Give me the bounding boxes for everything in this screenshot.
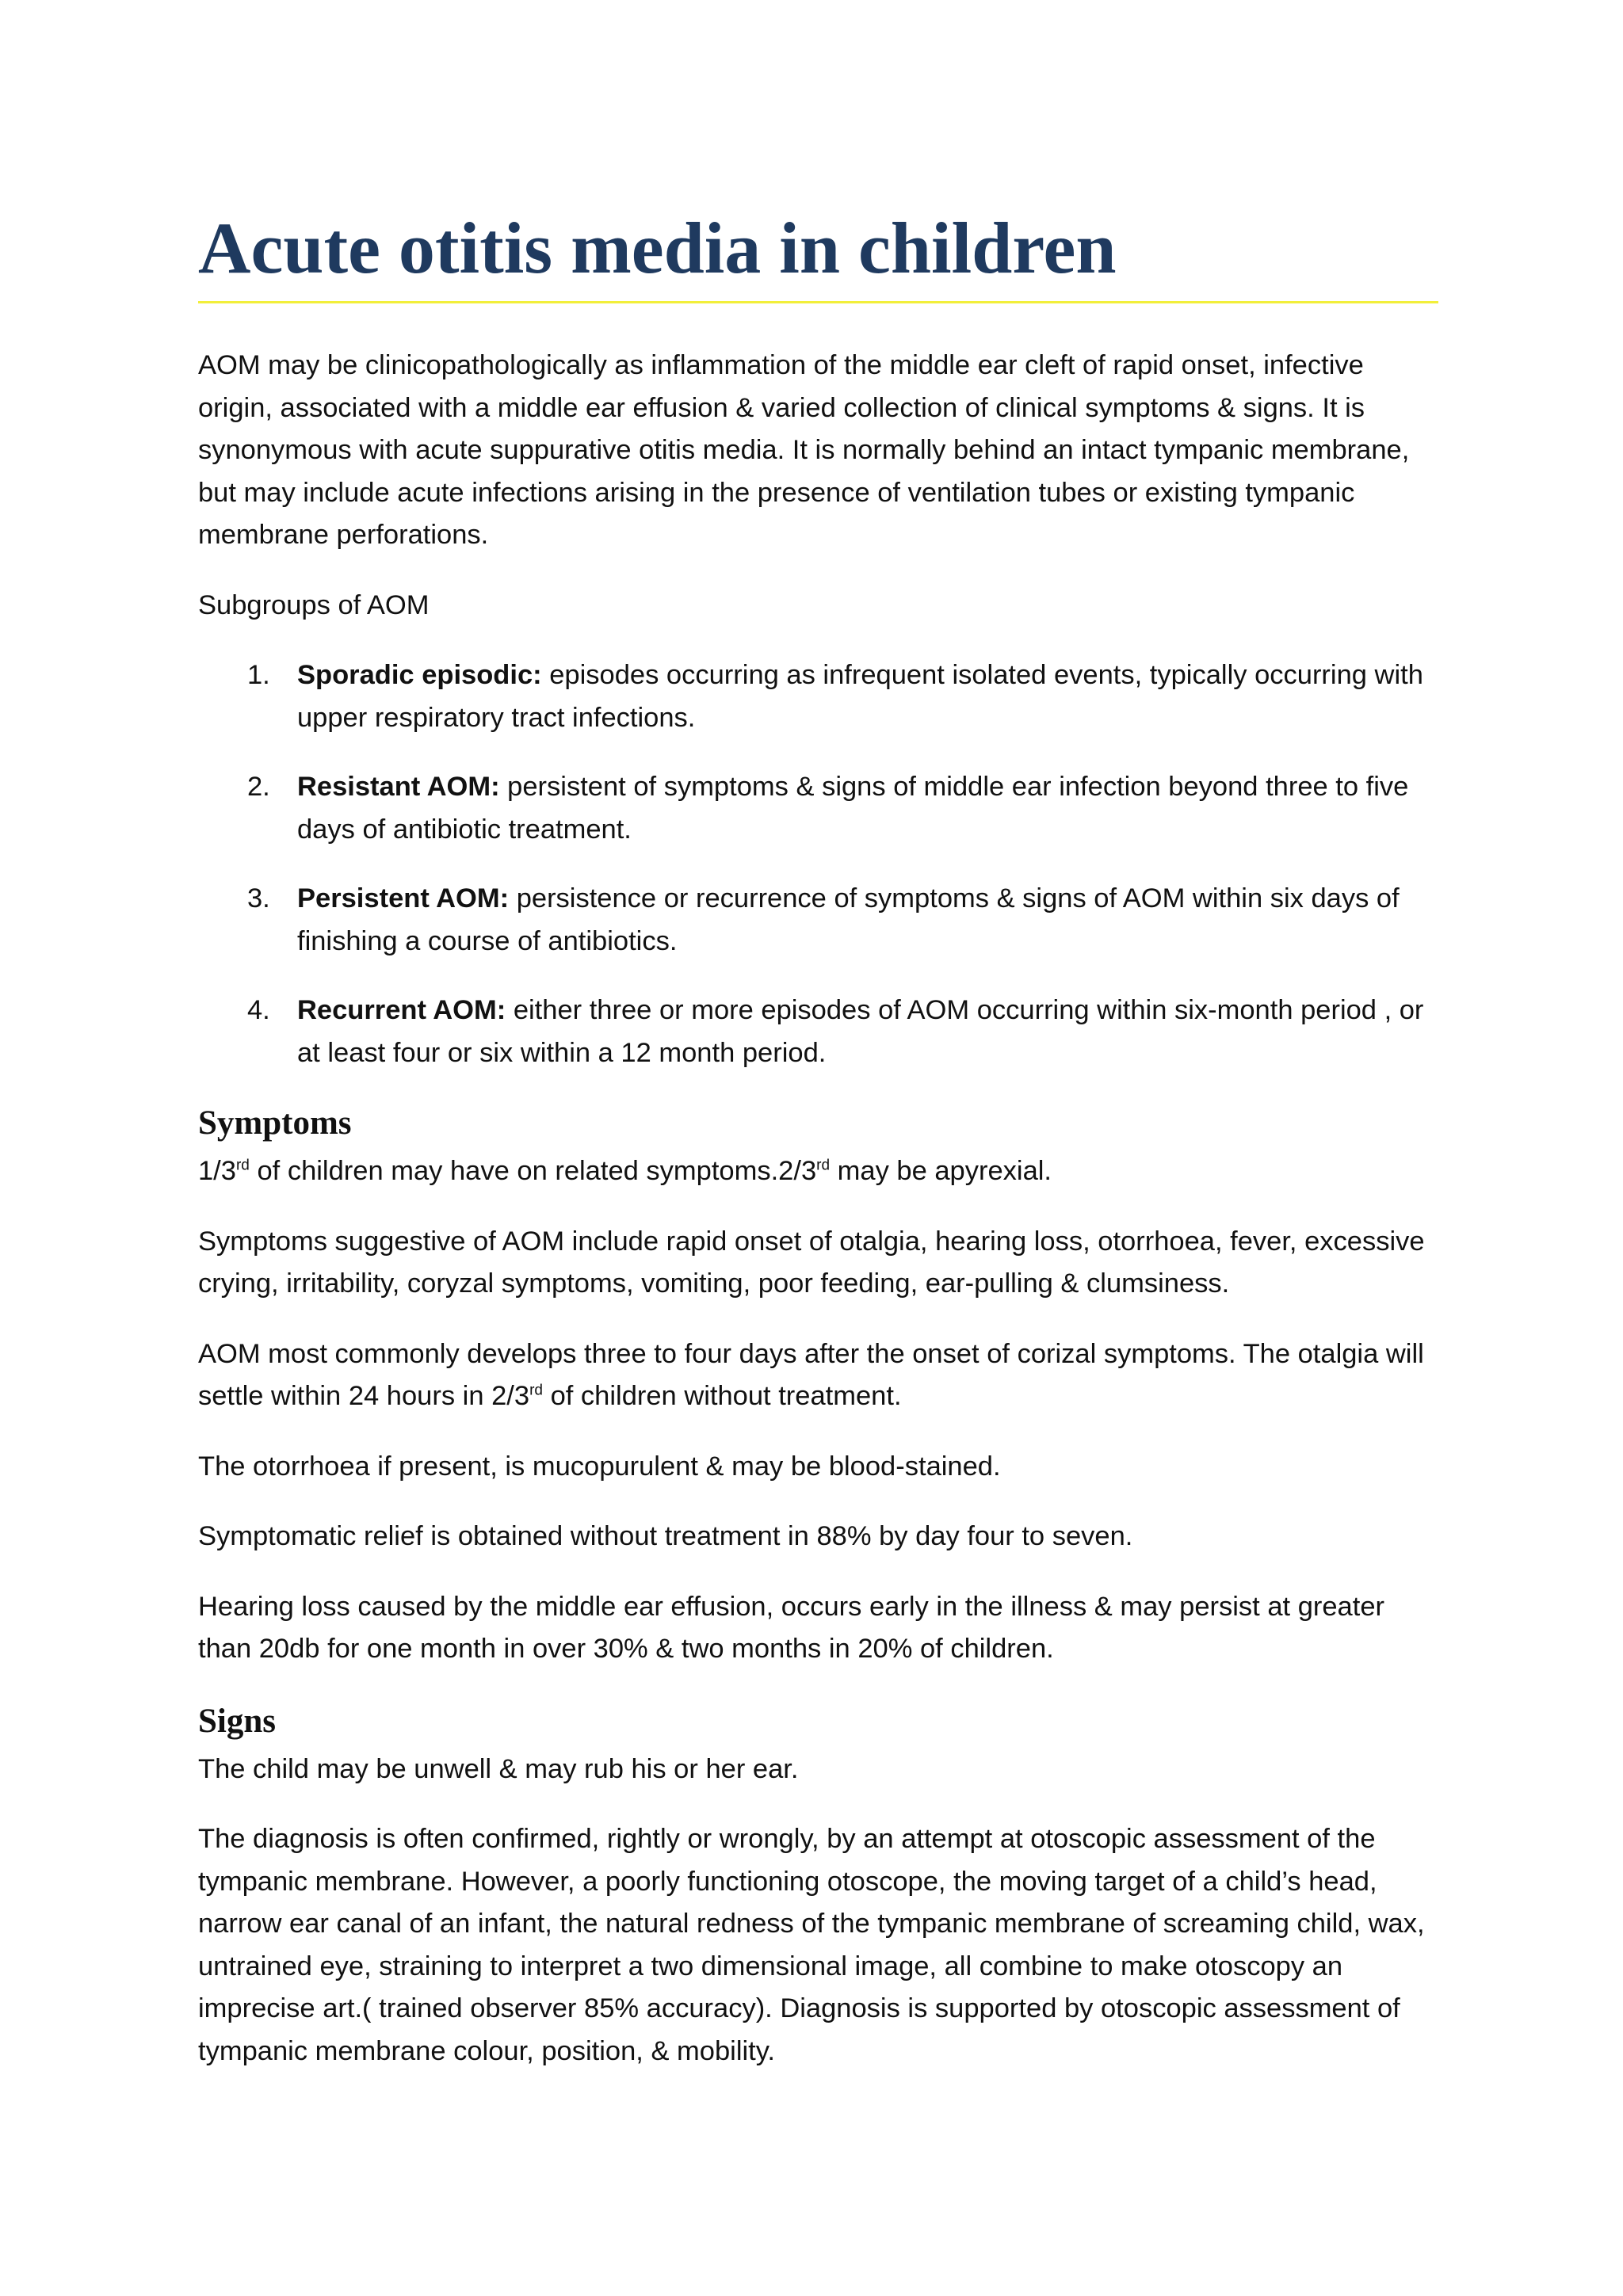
text-run: of children without treatment.: [542, 1381, 902, 1411]
superscript: rd: [235, 1157, 250, 1174]
subgroups-list: [198, 654, 1438, 1074]
subgroup-item: [198, 990, 1438, 1074]
symptoms-paragraph: [198, 1150, 1438, 1193]
signs-heading: Signs: [198, 1702, 277, 1740]
document-page: [198, 182, 1438, 2073]
subgroup-term: Persistent AOM:: [297, 883, 510, 913]
symptoms-paragraph: Symptomatic relief is obtained without treatment in 88% by day four to seven.: [198, 1521, 1133, 1551]
symptoms-paragraph: [198, 1333, 1438, 1418]
signs-paragraph: The diagnosis is often confirmed, rightly or wrongly, by an attempt at otoscopic assessment of the tympanic membrane. However, a poorly functioning otoscope, the moving target of a child’s head, narrow ear canal of an infant, the natural redness of the tympanic membrane of screaming child, wax, untrained eye, straining to interpret a two dimensional image, all combine to make otoscopy an imprecise art.( trained observer 85% accuracy). Diagnosis is supported by otoscopic assessment of tympanic membrane colour, position, & mobility.: [198, 1824, 1425, 2066]
symptoms-paragraph: Hearing loss caused by the middle ear effusion, occurs early in the illness & may persist at greater than 20db for one month in over 30% & two months in 20% of children.: [198, 1591, 1385, 1664]
symptoms-paragraph: The otorrhoea if present, is mucopurulent & may be blood-stained.: [198, 1451, 1001, 1482]
subgroup-text: either three or more episodes of AOM occurring within six-month period , or at least four or six within a 12 month period.: [297, 995, 1424, 1068]
subgroup-item: [198, 654, 1438, 739]
subgroup-term: Resistant AOM:: [297, 772, 500, 802]
document-title: Acute otitis media in children: [198, 204, 1438, 303]
intro-paragraph: AOM may be clinicopathologically as inflammation of the middle ear cleft of rapid onset, infective origin, associated with a middle ear effusion & varied collection of clinical symptoms & signs. It is synonymous with acute suppurative otitis media. It is normally behind an intact tympanic membrane, but may include acute infections arising in the presence of ventilation tubes or existing tympanic membrane perforations.: [198, 350, 1410, 550]
list-number: 1.: [247, 660, 270, 690]
subgroups-label: Subgroups of AOM: [198, 589, 430, 620]
signs-paragraph: The child may be unwell & may rub his or her ear.: [198, 1753, 799, 1784]
symptoms-paragraph: Symptoms suggestive of AOM include rapid onset of otalgia, hearing loss, otorrhoea, fever, excessive crying, irritability, coryzal symptoms, vomiting, poor feeding, ear-pulling & clumsiness.: [198, 1226, 1425, 1299]
superscript: rd: [529, 1382, 543, 1399]
subgroup-term: Sporadic episodic:: [297, 660, 542, 690]
subgroup-text: episodes occurring as infrequent isolated events, typically occurring with upper respiratory tract infections.: [297, 660, 1423, 733]
subgroup-text: persistence or recurrence of symptoms & signs of AOM within six days of finishing a course of antibiotics.: [297, 883, 1400, 956]
list-number: 3.: [247, 883, 270, 913]
superscript: rd: [816, 1157, 831, 1174]
text-run: 1/3: [198, 1156, 236, 1186]
symptoms-heading: Symptoms: [198, 1104, 352, 1142]
subgroup-text: persistent of symptoms & signs of middle ear infection beyond three to five days of antibiotic treatment.: [297, 772, 1409, 845]
text-run: of children may have on related symptoms.2/3: [249, 1156, 817, 1186]
list-number: 2.: [247, 772, 270, 802]
text-run: may be apyrexial.: [830, 1156, 1052, 1186]
subgroup-item: [198, 766, 1438, 851]
list-number: 4.: [247, 995, 270, 1025]
text-run: AOM most commonly develops three to four days after the onset of corizal symptoms. The otalgia will settle within 24 hours in 2/3: [198, 1338, 1424, 1411]
subgroup-term: Recurrent AOM:: [297, 995, 506, 1025]
subgroup-item: [198, 878, 1438, 963]
